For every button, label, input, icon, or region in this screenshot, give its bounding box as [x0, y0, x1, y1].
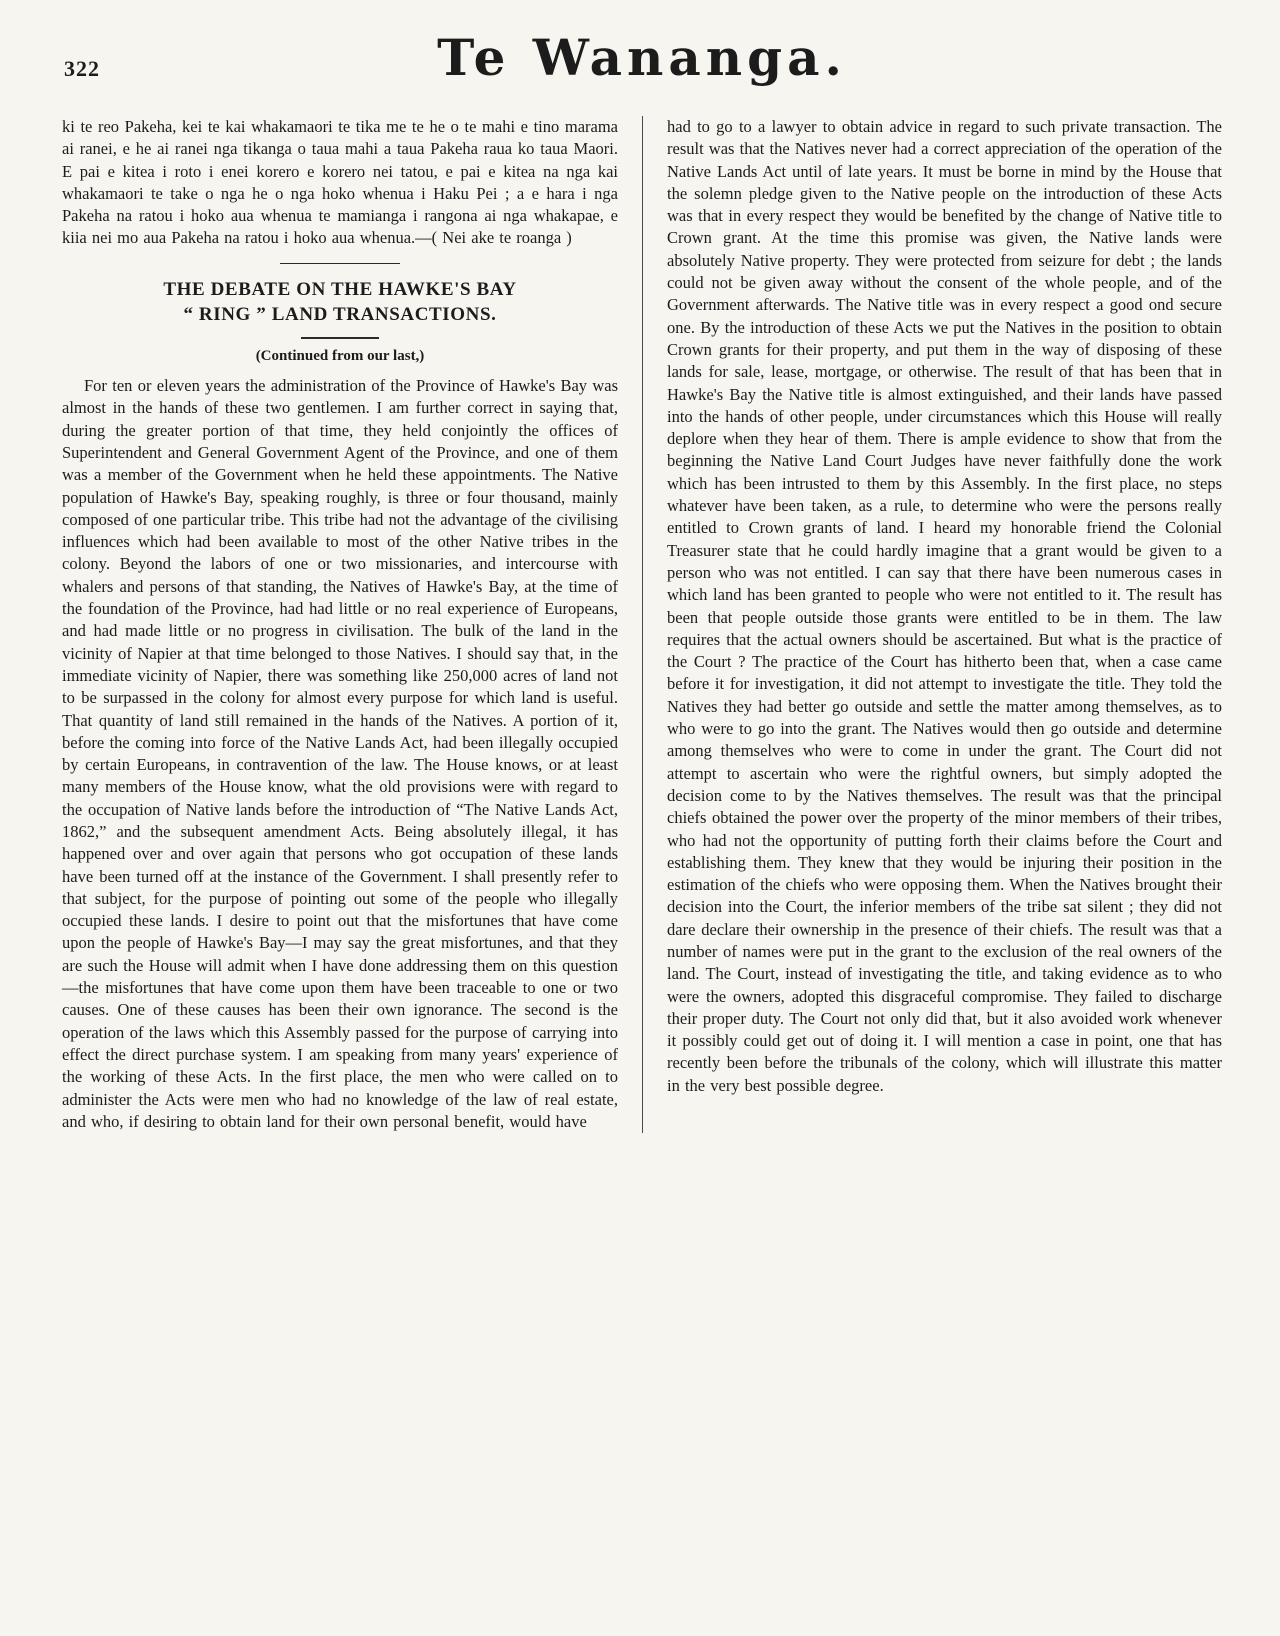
article-body-right: had to go to a lawyer to obtain advice in regard to such private transaction. The result was that the Natives never had a correct appreciation of the operation of the Native Lands Act until of late years. It must be borne in mind by the House that the solemn pledge given to the Native people on the introduction of these Acts was that in every respect they would be benefited by the change of Native title to Crown grant. At the time this promise was given, the Native lands were absolutely Native property. They were protected from seizure for debt ; the lands could not be given away without the consent of the whole people, and of the Government afterwards. The Native title was in every respect a good ond secure one. By the introduction of these Acts we put the Natives in the position to obtain Crown grants for their property, and put them in the way of disposing of these lands for sale, lease, mortgage, or otherwise. The result of that has been that in Hawke's Bay the Native title is almost extinguished, and their lands have passed into the hands of other people, under circumstances which this House will really deplore when they hear of them. There is ample evidence to show that from the beginning the Native Land Court Judges have never faithfully done the work which has been intrusted to them by this Assembly. In the first place, no steps whatever have been taken, as a rule, to determine who were the persons really entitled to Crown grants of land. I heard my honorable friend the Colonial Treasurer state that he could hardly imagine that a grant would be given to a person who was not entitled. I can say that there have been numerous cases in which land has been granted to people who were not entitled to it. The result has been that people outside those grants were entitled to be in them. The law requires that the actual owners should be ascertained. But what is the practice of the Court ? The practice of the Court has hitherto been that, when a case came before it for investigation, it did not attempt to investigate the title. They told the Natives they had better go outside and settle the matter among themselves, as to who were to go into the grant. The Natives would then go outside and determine among themselves who were to come in under the grant. The Court did not attempt to ascertain who were the rightful owners, but simply adopted the decision come to by the Natives themselves. The result was that the principal chiefs obtained the power over the property of the minor members of their tribes, who had not the opportunity of putting forth their claims before the Court and establishing them. They knew that they would be injuring their position in the estimation of the chiefs who were opposing them. When the Natives brought their decision into the Court, the inferior members of the tribe sat silent ; they did not dare declare their ownership in the presence of their chiefs. The result was that a number of names were put in the grant to the exclusion of the real owners of the land. The Court, instead of investigating the title, and taking evidence as to who were the owners, adopted this disgraceful compromise. They failed to discharge their proper duty. The Court not only did that, but it also avoided work whenever it possibly could get out of doing it. I will mention a case in point, one that has recently been before the tribunals of the colony, which will illustrate this matter in the very best possible degree.: [667, 117, 1222, 1095]
section-divider-rule: [280, 263, 400, 264]
newspaper-title: Te Wananga.: [437, 28, 847, 87]
page-header: [62, 30, 1222, 102]
page-columns: [62, 116, 1222, 1133]
left-column: [62, 116, 642, 1133]
maori-paragraph: ki te reo Pakeha, kei te kai whakamaori te tika me te he o te mahi e tino marama ai ranei, e he ai ranei nga tikanga o taua mahi a taua Pakeha raua ko taua Maori. E pai e kitea i roto i enei korero e korero nei tatou, e pai e kitea na nga kai whakamaori te take o nga he o nga hoko whenua i Haku Pei ; a e hara i nga Pakeha na ratou i hoko aua whenua te mamianga i rangona ai nga whakapae, e kiia nei mo aua Pakeha na ratou i hoko aua whenua.—( Nei ake te roanga ): [62, 117, 618, 248]
heading-divider-rule: [301, 337, 379, 339]
article-heading-line1: THE DEBATE ON THE HAWKE'S BAY: [163, 278, 517, 300]
article-heading: [62, 277, 618, 328]
page-number: 322: [64, 56, 100, 81]
article-heading-line2: “ RING ” LAND TRANSACTIONS.: [183, 304, 497, 326]
right-column: [642, 116, 1222, 1133]
continued-note: (Continued from our last,): [255, 348, 425, 365]
article-body-left: For ten or eleven years the administration of the Province of Hawke's Bay was almost in the hands of these two gentlemen. I am further correct in saying that, during the greater portion of that time, they held conjointly the offices of Superintendent and General Government Agent of the Province, and one of them was a member of the Government when he held these appointments. The Native population of Hawke's Bay, speaking roughly, is three or four thousand, mainly composed of one particular tribe. This tribe had not the advantage of the civilising influences which had been available to most of the other Native tribes in the colony. Beyond the labors of one or two missionaries, and intercourse with whalers and persons of that standing, the Natives of Hawke's Bay, at the time of the foundation of the Province, had had little or no real experience of Europeans, and had made little or no progress in civilisation. The bulk of the land in the vicinity of Napier at that time belonged to those Natives. I should say that, in the immediate vicinity of Napier, there was something like 250,000 acres of land not to be surpassed in the colony for almost every purpose for which land is useful. That quantity of land still remained in the hands of the Natives. A portion of it, before the coming into force of the Native Lands Act, had been illegally occupied by certain Europeans, in contravention of the law. The House knows, or at least many members of the House know, what the old provisions were with regard to the occupation of Native lands before the introduction of “The Native Lands Act, 1862,” and the subsequent amendment Acts. Being absolutely illegal, it has happened over and over again that persons who got occupation of these lands have been turned off at the instance of the Government. I shall presently refer to that subject, for the purpose of pointing out some of the people who illegally occupied these lands. I desire to point out that the misfortunes that have come upon the people of Hawke's Bay—I may say the great misfortunes, and that they are such the House will admit when I have done addressing them on this question—the misfortunes that have come upon them have been traceable to one or two causes. One of these causes has been their own ignorance. The second is the operation of the laws which this Assembly passed for the purpose of carrying into effect the direct purchase system. I am speaking from many years' experience of the working of these Acts. In the first place, the men who were called on to administer the Acts were men who had no knowledge of the law of real estate, and who, if desiring to obtain land for their own personal benefit, would have: [62, 376, 618, 1131]
